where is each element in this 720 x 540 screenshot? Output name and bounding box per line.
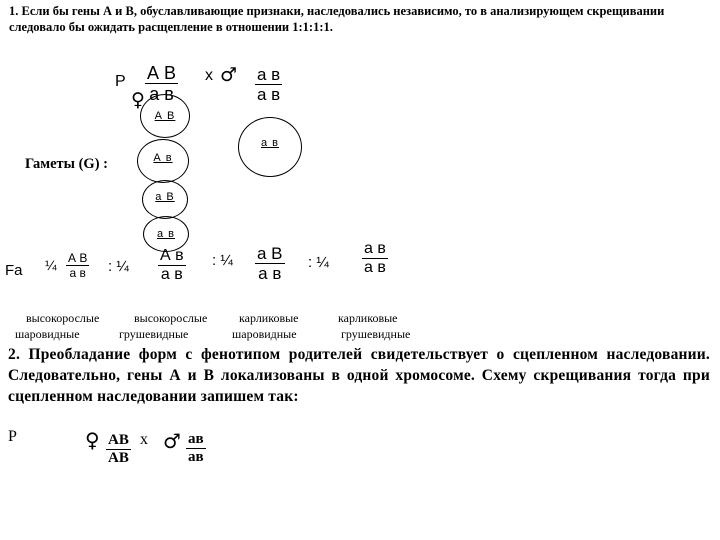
phenotype-3-line2: шаровидные xyxy=(232,327,297,341)
fa-genotype-top: А В xyxy=(68,251,88,265)
female-gamete-label: А в xyxy=(153,152,173,164)
female-gamete-AB xyxy=(140,94,190,138)
fa-ratio: ¼ xyxy=(45,257,57,273)
female-gamete-label: А В xyxy=(154,110,176,122)
conclusion-text: 2. Преобладание форм с фенотипом родителей свидетельствует о сцепленном наследовании. Следовательно, гены А и В локализованы в одной хромосоме. Схему скрещивания тогда при сцепленном наследовании запишем так: xyxy=(8,346,710,405)
fa-genotype-top: А в xyxy=(160,247,184,264)
fa-genotype-3 xyxy=(255,245,285,282)
male-symbol-icon: ♂ xyxy=(163,429,181,453)
fa-genotype-top: а в xyxy=(364,240,386,257)
fa-genotype-1 xyxy=(66,252,89,279)
parents-label-2: P xyxy=(8,428,17,445)
female-gamete-label: а в xyxy=(156,228,176,240)
phenotype-2-line1: высокорослые xyxy=(134,311,208,325)
male-gamete-label: а в xyxy=(260,137,280,149)
father-genotype-bottom: а в xyxy=(257,85,281,104)
fa-ratio: : ¼ xyxy=(212,252,233,269)
male-symbol-icon: ♂ xyxy=(220,64,238,86)
mother-genotype-linked xyxy=(106,433,131,466)
mother-genotype-bottom: а в xyxy=(149,84,174,104)
father-linked-bottom: ав xyxy=(188,449,204,465)
male-gamete-ab xyxy=(238,117,302,177)
fa-genotype-bottom: а в xyxy=(160,266,183,283)
fa-genotype-bottom: а в xyxy=(69,266,86,280)
fa-genotype-4 xyxy=(362,241,388,276)
female-gamete-Ab xyxy=(137,139,189,183)
fa-genotype-bottom: а в xyxy=(364,259,386,276)
fa-ratio: : ¼ xyxy=(308,254,329,271)
female-gamete-label: а В xyxy=(155,191,175,203)
father-genotype-linked xyxy=(186,432,206,465)
fa-label: Fa xyxy=(5,262,23,279)
phenotype-1-line2: шаровидные xyxy=(15,327,80,341)
mother-linked-top: АВ xyxy=(108,432,129,448)
intro-text: 1. Если бы гены А и В, обуславливающие признаки, наследовались независимо, то в анализирующем скрещивании следовало бы ожидать расщепление в отношении 1:1:1:1. xyxy=(9,4,665,34)
mother-linked-bottom: АВ xyxy=(108,450,129,466)
phenotype-2-line2: грушевидные xyxy=(119,327,189,341)
father-genotype-top: а в xyxy=(257,65,281,84)
phenotype-4-line2: грушевидные xyxy=(341,327,411,341)
mother-genotype-top: А В xyxy=(147,63,177,83)
phenotype-3-line1: карликовые xyxy=(239,311,299,325)
female-gamete-aB xyxy=(142,180,188,219)
fa-genotype-2 xyxy=(158,248,186,283)
cross-symbol: x xyxy=(205,67,213,84)
fa-genotype-bottom: а в xyxy=(258,264,282,283)
phenotype-1-line1: высокорослые xyxy=(26,311,100,325)
gametes-label: Гаметы (G) : xyxy=(25,156,108,172)
parents-label: P xyxy=(115,73,126,90)
father-linked-top: ав xyxy=(188,431,204,447)
phenotype-4-line1: карликовые xyxy=(338,311,398,325)
female-symbol-icon: ♀ xyxy=(131,89,145,111)
female-symbol-icon: ♀ xyxy=(85,428,100,452)
fa-ratio: : ¼ xyxy=(108,258,129,275)
father-genotype xyxy=(255,66,282,103)
cross-symbol-2: x xyxy=(140,431,148,448)
fa-genotype-top: а В xyxy=(257,244,283,263)
